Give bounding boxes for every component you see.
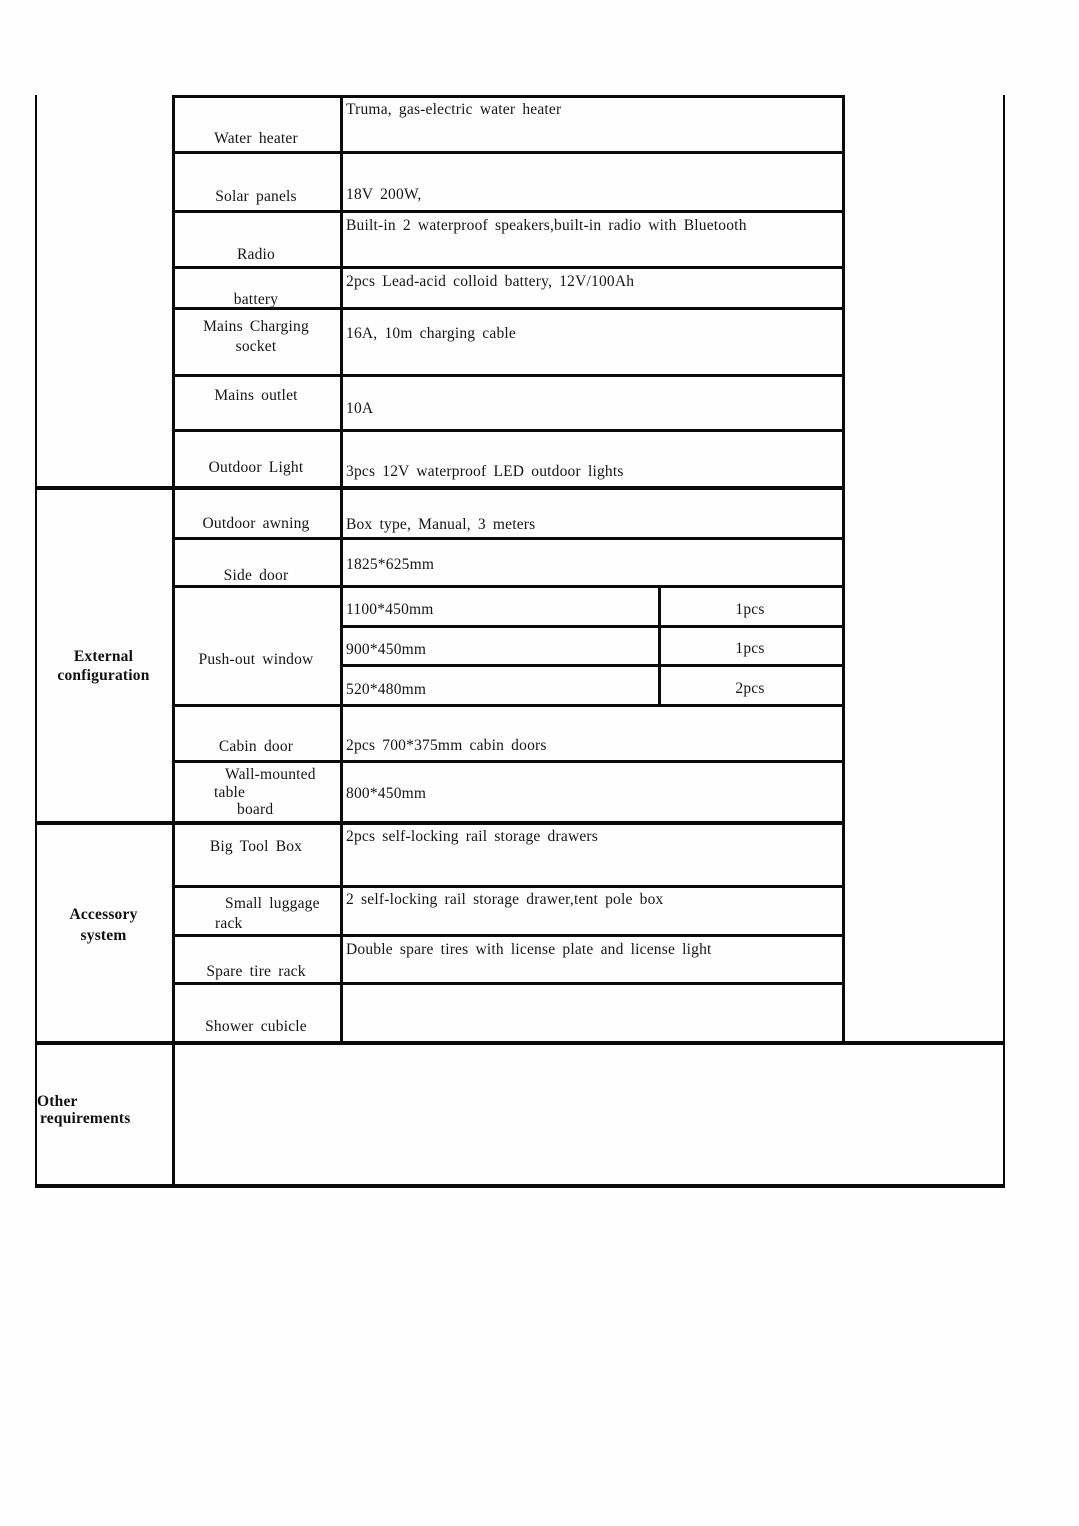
row-label-wall-mounted-line1: Wall-mounted [225,766,316,783]
row-value-wall-mounted-table-board: 800*450mm [346,785,427,802]
row-label-side-door: Side door [223,567,289,584]
row-value-mains-charging-socket: 16A, 10m charging cable [346,325,516,342]
grid-hline [172,982,845,985]
grid-vline [340,95,343,1045]
row-label-small-luggage-rack-line2: rack [215,915,243,932]
section-label-external-configuration-line2: configuration [57,667,150,684]
row-value-solar-panels: 18V 200W, [346,186,422,203]
row-value-mains-outlet: 10A [346,400,374,417]
row-value-cabin-door: 2pcs 700*375mm cabin doors [346,737,547,754]
grid-hline [172,151,845,154]
grid-hline [172,934,845,937]
row-label-mains-charging-socket-line1: Mains Charging [203,318,309,335]
grid-hline [172,537,845,540]
row-label-battery: battery [233,291,279,308]
push-out-window-qty-1: 1pcs [735,601,765,618]
push-out-window-qty-3: 2pcs [735,680,765,697]
grid-hline-section [35,486,845,490]
grid-hline [172,760,845,763]
row-label-outdoor-light: Outdoor Light [208,459,304,476]
row-value-radio: Built-in 2 waterproof speakers,built-in radio with Bluetooth [346,217,747,234]
push-out-window-qty-2: 1pcs [735,640,765,657]
grid-hline [172,210,845,213]
grid-vline-outer-right [1003,95,1005,1188]
section-label-accessory-system-line2: system [80,927,127,944]
grid-vline-outer-left [35,95,37,1188]
row-label-wall-mounted-line3: board [237,801,274,818]
row-label-radio: Radio [236,246,276,263]
grid-hline [172,266,845,269]
row-label-push-out-window: Push-out window [198,651,314,668]
row-value-outdoor-awning: Box type, Manual, 3 meters [346,516,536,533]
grid-hline [172,704,845,707]
push-out-window-size-1: 1100*450mm [346,601,434,618]
grid-hline [172,885,845,888]
grid-hline [340,664,845,667]
section-label-accessory-system-line1: Accessory [69,906,138,923]
grid-hline [172,95,845,98]
row-label-big-tool-box: Big Tool Box [209,838,303,855]
row-label-spare-tire-rack: Spare tire rack [206,963,306,980]
row-value-water-heater: Truma, gas-electric water heater [346,101,562,118]
row-label-solar-panels: Solar panels [215,188,297,205]
push-out-window-size-2: 900*450mm [346,641,427,658]
row-value-battery: 2pcs Lead-acid colloid battery, 12V/100Ah [346,273,635,290]
section-label-external-configuration-line1: External [73,648,134,665]
row-label-water-heater: Water heater [214,130,298,147]
grid-vline [842,95,845,1045]
row-label-outdoor-awning: Outdoor awning [202,515,310,532]
row-label-mains-outlet: Mains outlet [214,387,298,404]
section-label-other-requirements-line1: Other [37,1093,78,1110]
grid-hline [340,625,845,628]
grid-hline [172,585,845,588]
grid-hline [172,374,845,377]
row-label-small-luggage-rack-line1: Small luggage [225,895,320,912]
push-out-window-size-3: 520*480mm [346,681,427,698]
grid-hline [172,429,845,432]
row-label-wall-mounted-line2: table [214,784,246,801]
row-value-side-door: 1825*625mm [346,556,435,573]
row-value-small-luggage-rack: 2 self-locking rail storage drawer,tent pole box [346,891,664,908]
grid-hline-bottom [35,1184,1005,1188]
row-value-big-tool-box: 2pcs self-locking rail storage drawers [346,828,599,845]
row-label-shower-cubicle: Shower cubicle [205,1018,307,1035]
section-label-other-requirements-line2: requirements [40,1110,131,1127]
grid-hline-section [35,821,845,825]
grid-hline-section [35,1041,1005,1045]
row-value-outdoor-light: 3pcs 12V waterproof LED outdoor lights [346,463,624,480]
row-label-mains-charging-socket-line2: socket [235,338,277,355]
row-value-spare-tire-rack: Double spare tires with license plate and license light [346,941,712,958]
row-label-cabin-door: Cabin door [218,738,294,755]
